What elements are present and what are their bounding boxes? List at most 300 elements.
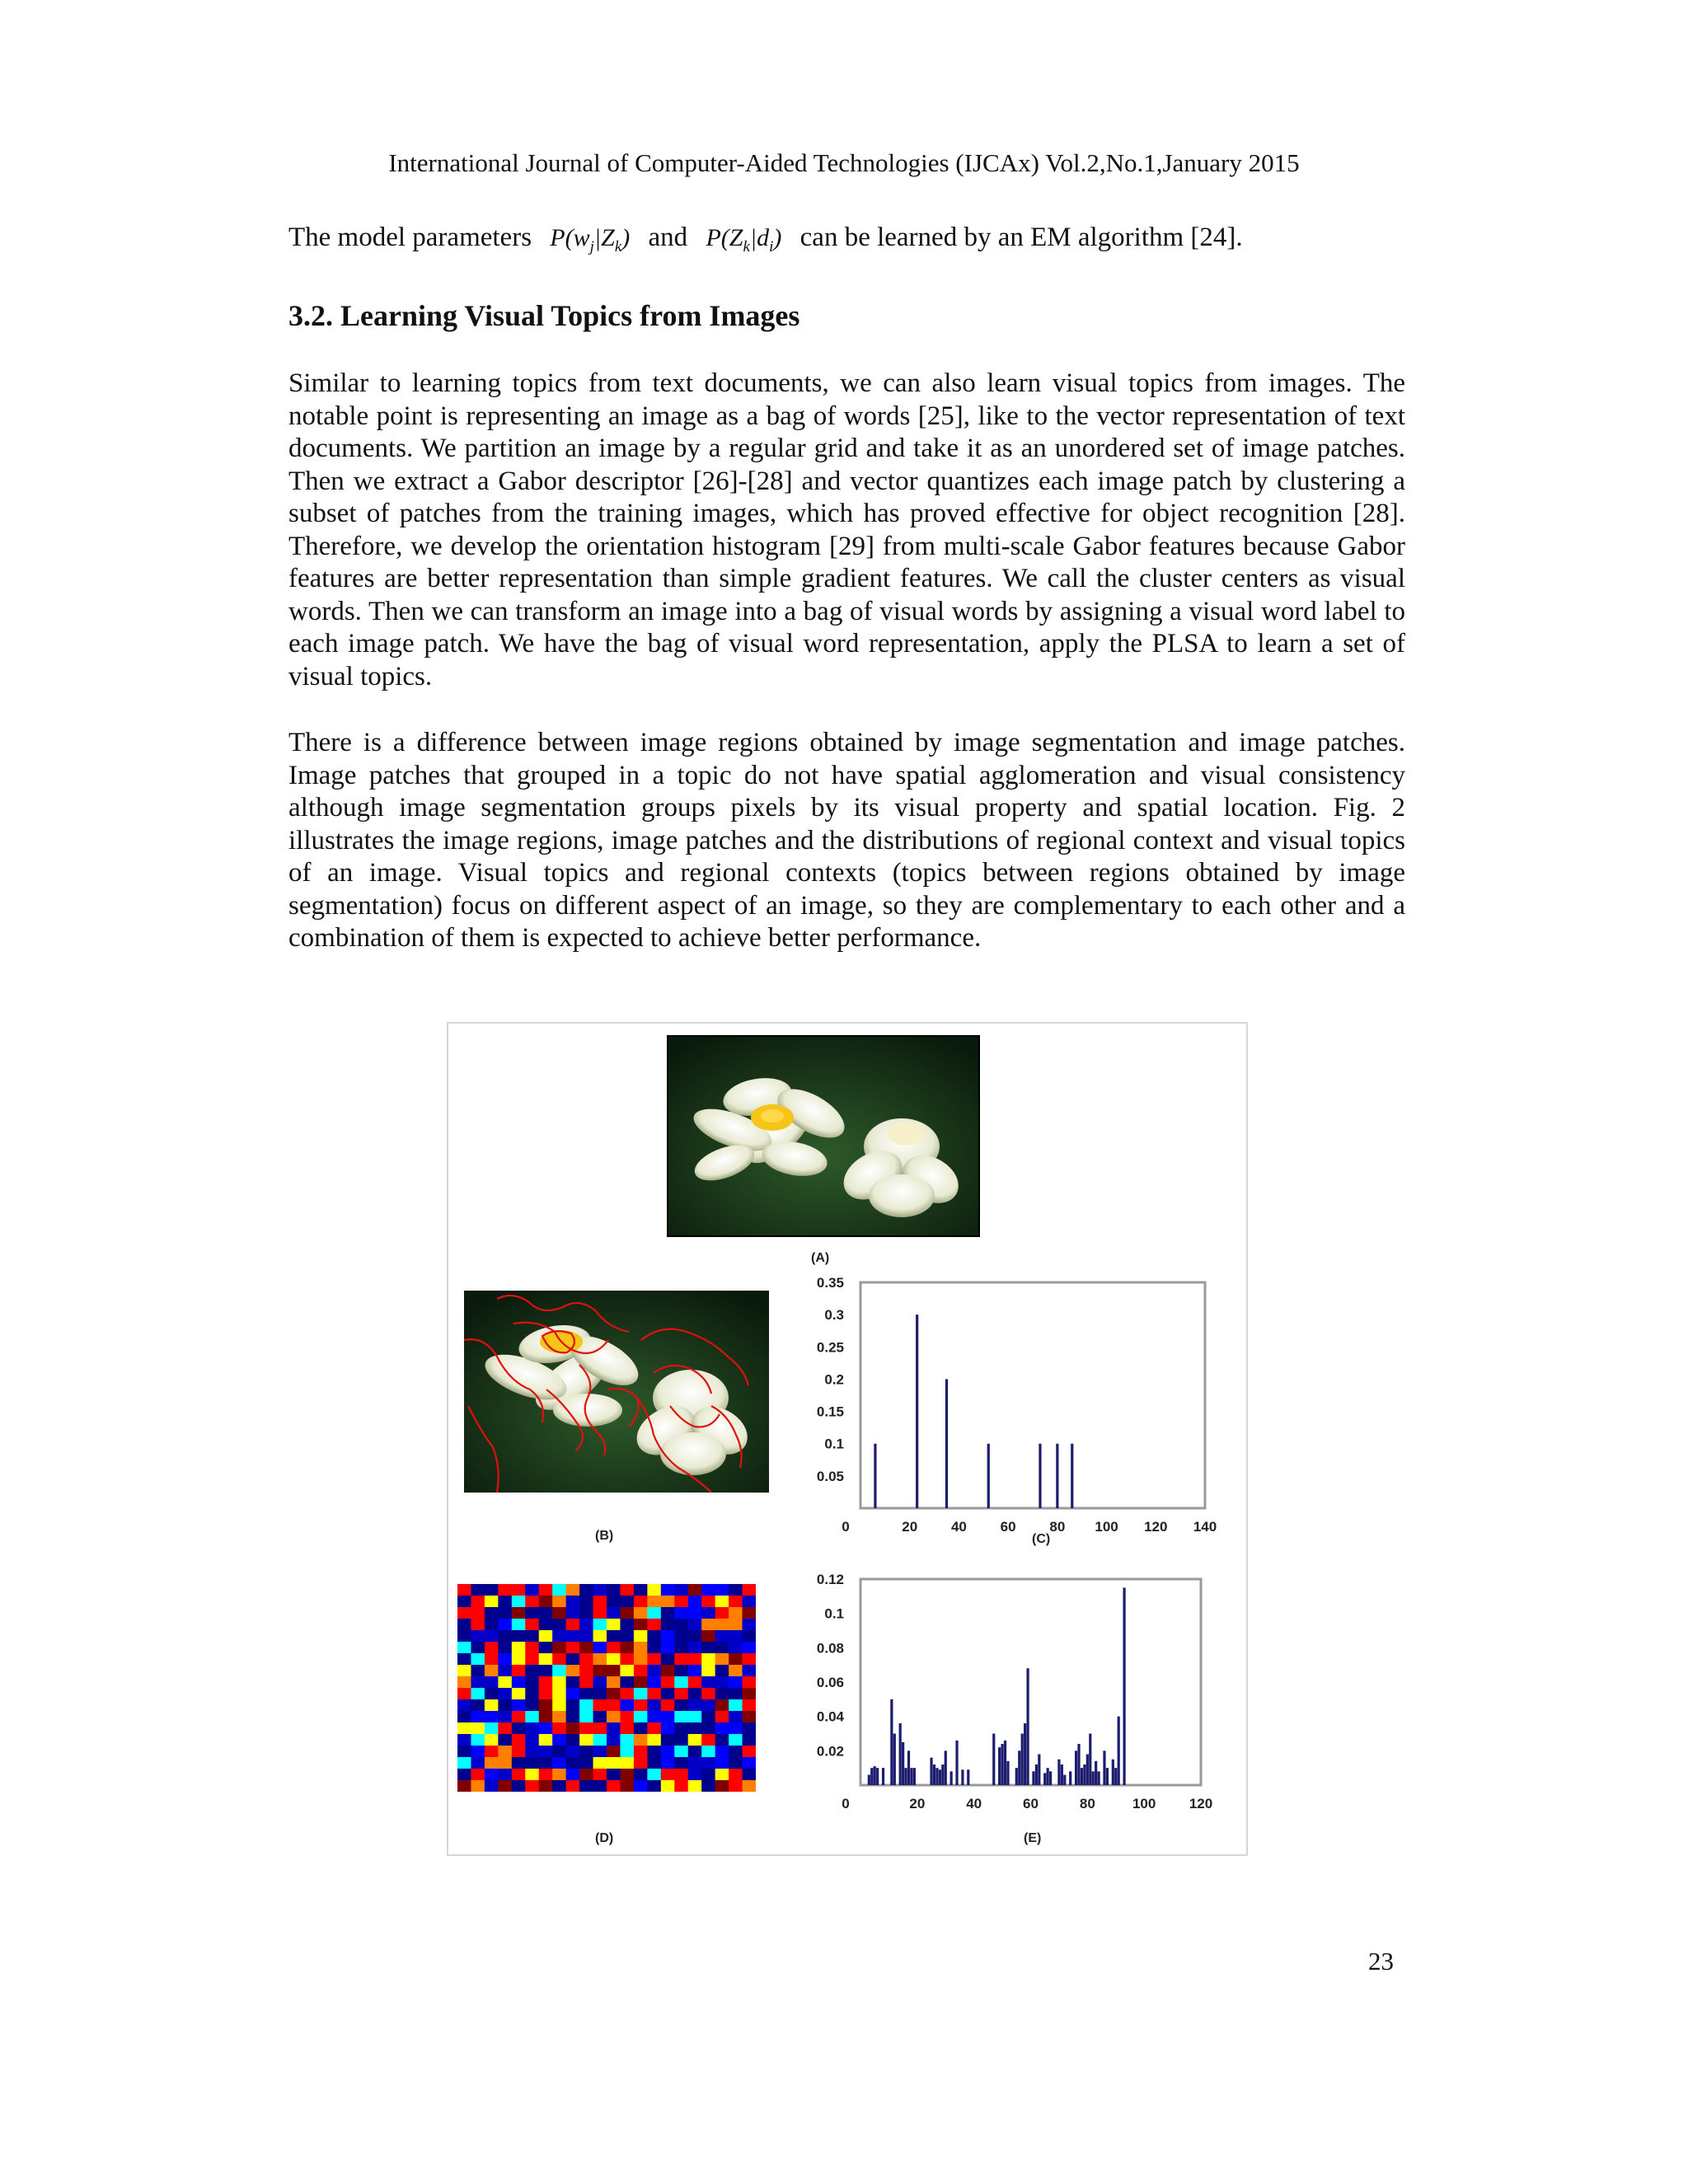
patch-cell: [620, 1596, 634, 1608]
patch-cell: [743, 1607, 756, 1619]
patch-cell: [688, 1642, 702, 1654]
bar: [992, 1734, 995, 1786]
patch-cell: [512, 1630, 526, 1643]
patch-cell: [457, 1746, 471, 1758]
y-tick-label: 0.2: [824, 1371, 844, 1388]
patch-cell: [579, 1653, 593, 1666]
patch-cell: [539, 1757, 553, 1769]
patch-cell: [525, 1722, 539, 1735]
patch-cell: [674, 1780, 688, 1792]
patch-cell: [634, 1734, 648, 1746]
patch-cell: [525, 1757, 539, 1769]
patch-cell: [674, 1665, 688, 1677]
patch-cell: [485, 1769, 499, 1781]
bar: [1043, 1773, 1046, 1785]
patch-cell: [552, 1688, 566, 1700]
patch-cell: [579, 1769, 593, 1781]
patch-cell: [539, 1780, 553, 1792]
patch-cell: [485, 1596, 499, 1608]
bar: [1077, 1744, 1080, 1785]
patch-cell: [620, 1665, 634, 1677]
patch-cell: [661, 1630, 675, 1643]
x-tick-label: 100: [1095, 1519, 1118, 1535]
x-tick-label: 40: [966, 1796, 982, 1811]
patch-cell: [701, 1676, 715, 1689]
bar: [893, 1734, 896, 1786]
patch-cell: [743, 1619, 756, 1631]
patch-cell: [471, 1688, 485, 1700]
patch-cell: [566, 1780, 580, 1792]
patch-cell: [661, 1711, 675, 1723]
patch-cell: [620, 1769, 634, 1781]
patch-cell: [579, 1734, 593, 1746]
patch-cell: [552, 1619, 566, 1631]
bar: [1039, 1444, 1041, 1508]
patch-cell: [566, 1699, 580, 1712]
patch-cell: [620, 1699, 634, 1712]
bar: [1047, 1768, 1049, 1785]
patch-cell: [620, 1688, 634, 1700]
patch-cell: [701, 1699, 715, 1712]
patch-cell: [701, 1653, 715, 1666]
patch-cell: [471, 1746, 485, 1758]
patch-cell: [525, 1676, 539, 1689]
patch-cell: [457, 1688, 471, 1700]
patch-cell: [701, 1665, 715, 1677]
patch-cell: [593, 1722, 607, 1735]
patch-cell: [729, 1630, 743, 1643]
y-tick-label: 0.25: [816, 1339, 844, 1356]
patch-cell: [607, 1780, 621, 1792]
patch-cell: [525, 1688, 539, 1700]
patch-cell: [729, 1780, 743, 1792]
patch-cell: [701, 1642, 715, 1654]
patch-cell: [620, 1607, 634, 1619]
bar: [868, 1775, 870, 1786]
patch-cell: [579, 1688, 593, 1700]
patch-cell: [593, 1619, 607, 1631]
patch-cell: [715, 1607, 729, 1619]
patch-cell: [593, 1607, 607, 1619]
patch-cell: [647, 1607, 661, 1619]
patch-cell: [688, 1780, 702, 1792]
bar: [935, 1768, 938, 1785]
patch-cell: [607, 1630, 621, 1643]
y-tick-label: 0.3: [824, 1307, 844, 1324]
x-tick-label: 100: [1132, 1796, 1156, 1811]
bar: [870, 1768, 873, 1785]
bar: [874, 1766, 876, 1785]
patch-cell: [525, 1711, 539, 1723]
x-tick-label: 0: [842, 1519, 850, 1535]
patch-cell: [512, 1607, 526, 1619]
patch-cell: [471, 1630, 485, 1643]
patch-cell: [674, 1722, 688, 1735]
patch-cell: [661, 1596, 675, 1608]
patch-cell: [674, 1642, 688, 1654]
patch-cell: [674, 1769, 688, 1781]
patch-cell: [539, 1653, 553, 1666]
patch-cell: [620, 1584, 634, 1596]
patch-cell: [729, 1642, 743, 1654]
patch-cell: [647, 1653, 661, 1666]
patch-cell: [471, 1665, 485, 1677]
journal-header: International Journal of Computer-Aided Technologies (IJCAx) Vol.2,No.1,January 2015: [388, 148, 1300, 177]
patch-cell: [457, 1780, 471, 1792]
patch-cell: [647, 1642, 661, 1654]
y-tick-label: 0.12: [816, 1572, 844, 1587]
bar: [967, 1769, 969, 1785]
patch-cell: [729, 1665, 743, 1677]
patch-cell: [729, 1596, 743, 1608]
patch-cell: [688, 1757, 702, 1769]
bar: [933, 1765, 935, 1785]
patch-cell: [471, 1757, 485, 1769]
bar: [1114, 1768, 1117, 1785]
patch-cell: [539, 1584, 553, 1596]
patch-cell: [457, 1722, 471, 1735]
patch-cell: [688, 1676, 702, 1689]
patch-cell: [457, 1619, 471, 1631]
patch-cell: [539, 1734, 553, 1746]
patch-cell: [552, 1584, 566, 1596]
patch-cell: [525, 1769, 539, 1781]
patch-cell: [457, 1734, 471, 1746]
bar: [1021, 1734, 1024, 1786]
patch-cell: [566, 1757, 580, 1769]
patch-cell: [674, 1734, 688, 1746]
patch-cell: [525, 1642, 539, 1654]
patch-cell: [512, 1780, 526, 1792]
patch-cell: [498, 1769, 512, 1781]
patch-cell: [471, 1584, 485, 1596]
bar: [1081, 1768, 1083, 1785]
patch-cell: [579, 1699, 593, 1712]
patch-cell: [579, 1619, 593, 1631]
bar: [1063, 1775, 1066, 1786]
patch-cell: [552, 1630, 566, 1643]
patch-cell: [729, 1757, 743, 1769]
bar: [910, 1768, 912, 1785]
patch-cell: [701, 1780, 715, 1792]
patch-cell: [701, 1722, 715, 1735]
patch-cell: [485, 1711, 499, 1723]
patch-cell: [593, 1653, 607, 1666]
patch-cell: [688, 1711, 702, 1723]
patch-cell: [593, 1665, 607, 1677]
x-tick-label: 20: [909, 1796, 926, 1811]
x-tick-label: 140: [1193, 1519, 1217, 1535]
patch-cell: [688, 1619, 702, 1631]
patch-cell: [743, 1734, 756, 1746]
patch-cell: [647, 1746, 661, 1758]
patch-cell: [457, 1642, 471, 1654]
patch-cell: [485, 1676, 499, 1689]
x-tick-label: 80: [1049, 1519, 1066, 1535]
patch-cell: [661, 1688, 675, 1700]
patch-cell: [552, 1665, 566, 1677]
patch-cell: [620, 1630, 634, 1643]
patch-cell: [634, 1642, 648, 1654]
patch-cell: [485, 1619, 499, 1631]
bar: [945, 1750, 947, 1785]
patch-cell: [512, 1619, 526, 1631]
x-tick-label: 120: [1144, 1519, 1168, 1535]
paragraph-regions-vs-patches: There is a difference between image regions obtained by image segmentation and image patches. Image patches that grouped in a topic do not have spatial agglomeration and visual consistency although image segmentation groups pixels by its visual property and spatial location. Fig. 2 illustrates the image regions, image patches and the distributions of regional context and visual topics of an image. Visual topics and regional contexts (topics between regions obtained by image segmentation) focus on different aspect of an image, so they are complementary to each other and a combination of them is expected to achieve better performance.: [288, 728, 1405, 953]
page-number: 23: [1368, 1947, 1394, 1975]
x-tick-label: 0: [842, 1796, 850, 1811]
patch-cell: [566, 1630, 580, 1643]
patch-cell: [688, 1665, 702, 1677]
patch-cell: [498, 1699, 512, 1712]
patch-cell: [471, 1711, 485, 1723]
patch-cell: [647, 1769, 661, 1781]
patch-cell: [634, 1688, 648, 1700]
plot-frame: [860, 1579, 1201, 1785]
patch-cell: [525, 1630, 539, 1643]
bar: [945, 1379, 948, 1508]
patch-cell: [715, 1757, 729, 1769]
patch-cell: [729, 1607, 743, 1619]
patch-cell: [701, 1619, 715, 1631]
patch-cell: [661, 1676, 675, 1689]
patch-cell: [579, 1711, 593, 1723]
patch-cell: [688, 1596, 702, 1608]
figure-label-b: (B): [595, 1529, 614, 1543]
patch-cell: [647, 1780, 661, 1792]
patch-cell: [661, 1722, 675, 1735]
patch-cell: [674, 1746, 688, 1758]
patch-cell: [607, 1769, 621, 1781]
patch-cell: [485, 1780, 499, 1792]
patch-cell: [512, 1734, 526, 1746]
patch-cell: [715, 1596, 729, 1608]
patch-cell: [512, 1642, 526, 1654]
patch-cell: [743, 1780, 756, 1792]
patch-cell: [485, 1746, 499, 1758]
patch-cell: [552, 1653, 566, 1666]
patch-cell: [647, 1734, 661, 1746]
patch-cell: [512, 1665, 526, 1677]
bar: [1092, 1771, 1095, 1785]
patch-cell: [498, 1596, 512, 1608]
figure-label-c: (C): [1032, 1532, 1051, 1546]
bar: [941, 1765, 944, 1785]
patch-cell: [593, 1630, 607, 1643]
bar: [950, 1771, 953, 1785]
bar: [899, 1723, 902, 1785]
eq-conjunction: and: [648, 223, 688, 252]
patch-cell: [593, 1734, 607, 1746]
bar: [1069, 1771, 1071, 1785]
patch-cell: [647, 1688, 661, 1700]
patch-cell: [512, 1699, 526, 1712]
patch-cell: [647, 1711, 661, 1723]
patch-cell: [743, 1596, 756, 1608]
patch-cell: [620, 1757, 634, 1769]
patch-cell: [552, 1780, 566, 1792]
patch-cell: [674, 1619, 688, 1631]
patch-cell: [715, 1653, 729, 1666]
bar: [1123, 1587, 1125, 1785]
patch-cell: [471, 1676, 485, 1689]
plot-frame: [860, 1282, 1205, 1508]
patch-cell: [688, 1584, 702, 1596]
patch-cell: [498, 1584, 512, 1596]
patch-cell: [566, 1619, 580, 1631]
patch-cell: [701, 1769, 715, 1781]
patch-cell: [471, 1642, 485, 1654]
patch-cell: [607, 1676, 621, 1689]
patch-cell: [634, 1699, 648, 1712]
patch-cell: [634, 1607, 648, 1619]
patch-cell: [539, 1607, 553, 1619]
patch-cell: [715, 1769, 729, 1781]
patch-cell: [607, 1607, 621, 1619]
patch-cell: [525, 1584, 539, 1596]
patch-cell: [539, 1746, 553, 1758]
patch-cell: [512, 1653, 526, 1666]
math-term-p-z-given-d: $P(Z_k|d_i)$: [706, 224, 782, 255]
patch-cell: [593, 1711, 607, 1723]
bar: [1038, 1755, 1040, 1786]
patch-cell: [512, 1722, 526, 1735]
patch-cell: [552, 1711, 566, 1723]
patch-cell: [715, 1676, 729, 1689]
patch-cell: [579, 1607, 593, 1619]
patch-cell: [647, 1757, 661, 1769]
patch-cell: [661, 1746, 675, 1758]
patch-cell: [471, 1699, 485, 1712]
x-tick-label: 60: [1023, 1796, 1039, 1811]
patch-cell: [688, 1769, 702, 1781]
patch-cell: [607, 1596, 621, 1608]
patch-cell: [485, 1665, 499, 1677]
patch-cell: [647, 1676, 661, 1689]
segmented-lily-photo: [464, 1291, 769, 1493]
patch-cell: [539, 1722, 553, 1735]
patch-cell: [539, 1596, 553, 1608]
patch-cell: [743, 1688, 756, 1700]
patch-cell: [566, 1584, 580, 1596]
patch-cell: [701, 1607, 715, 1619]
patch-cell: [607, 1688, 621, 1700]
patch-cell: [674, 1596, 688, 1608]
patch-cell: [498, 1619, 512, 1631]
patch-cell: [620, 1780, 634, 1792]
patch-cell: [539, 1699, 553, 1712]
patch-cell: [457, 1757, 471, 1769]
patch-cell: [647, 1665, 661, 1677]
patch-cell: [688, 1699, 702, 1712]
patch-cell: [457, 1584, 471, 1596]
patch-cell: [485, 1757, 499, 1769]
patch-cell: [512, 1584, 526, 1596]
bar: [1071, 1444, 1073, 1508]
patch-cell: [525, 1746, 539, 1758]
patch-cell: [552, 1642, 566, 1654]
patch-cell: [688, 1722, 702, 1735]
patch-cell: [715, 1711, 729, 1723]
patch-cell: [525, 1619, 539, 1631]
bar: [1057, 1760, 1060, 1785]
bar: [1103, 1750, 1105, 1785]
patch-cell: [539, 1665, 553, 1677]
bar: [913, 1768, 916, 1785]
patch-cell: [485, 1722, 499, 1735]
patch-cell: [471, 1722, 485, 1735]
patch-cell: [457, 1653, 471, 1666]
patch-cell: [661, 1665, 675, 1677]
patch-cell: [607, 1642, 621, 1654]
figure-label-a: (A): [811, 1251, 830, 1265]
patch-cell: [457, 1607, 471, 1619]
y-tick-label: 0.1: [824, 1436, 844, 1452]
x-tick-label: 20: [902, 1519, 918, 1535]
patch-cell: [701, 1630, 715, 1643]
bar: [916, 1315, 918, 1508]
patch-cell: [634, 1780, 648, 1792]
patch-cell: [457, 1699, 471, 1712]
eq-suffix: can be learned by an EM algorithm [24].: [799, 223, 1243, 252]
patch-cell: [512, 1769, 526, 1781]
eq-prefix: The model parameters: [288, 223, 532, 252]
patch-cell: [457, 1630, 471, 1643]
patch-cell: [743, 1769, 756, 1781]
bar: [1006, 1761, 1009, 1785]
patch-cell: [743, 1630, 756, 1643]
patch-cell: [498, 1665, 512, 1677]
patch-cell: [729, 1722, 743, 1735]
patch-cell: [579, 1584, 593, 1596]
patch-cell: [498, 1711, 512, 1723]
patch-cell: [634, 1584, 648, 1596]
bar: [1018, 1750, 1020, 1785]
patch-cell: [661, 1642, 675, 1654]
bar: [998, 1747, 1001, 1785]
patch-cell: [634, 1676, 648, 1689]
bar: [1001, 1744, 1003, 1785]
patch-cell: [701, 1584, 715, 1596]
patch-cell: [485, 1584, 499, 1596]
patch-cell: [647, 1630, 661, 1643]
patch-cell: [688, 1734, 702, 1746]
figure-2: [447, 1022, 1248, 1856]
patch-cell: [701, 1711, 715, 1723]
patch-cell: [552, 1746, 566, 1758]
patch-cell: [620, 1722, 634, 1735]
patch-cell: [539, 1769, 553, 1781]
patch-cell: [579, 1596, 593, 1608]
patch-cell: [471, 1607, 485, 1619]
patch-cell: [457, 1596, 471, 1608]
bar: [1086, 1755, 1089, 1786]
patch-cell: [552, 1607, 566, 1619]
patch-cell: [607, 1746, 621, 1758]
patch-cell: [512, 1596, 526, 1608]
patch-cell: [715, 1665, 729, 1677]
patch-cell: [471, 1780, 485, 1792]
patch-cell: [552, 1722, 566, 1735]
patch-cell: [593, 1780, 607, 1792]
patch-cell: [512, 1676, 526, 1689]
patch-cell: [743, 1711, 756, 1723]
patch-cell: [471, 1734, 485, 1746]
patch-cell: [566, 1688, 580, 1700]
patch-cell: [566, 1722, 580, 1735]
patch-cell: [607, 1711, 621, 1723]
patch-cell: [593, 1676, 607, 1689]
